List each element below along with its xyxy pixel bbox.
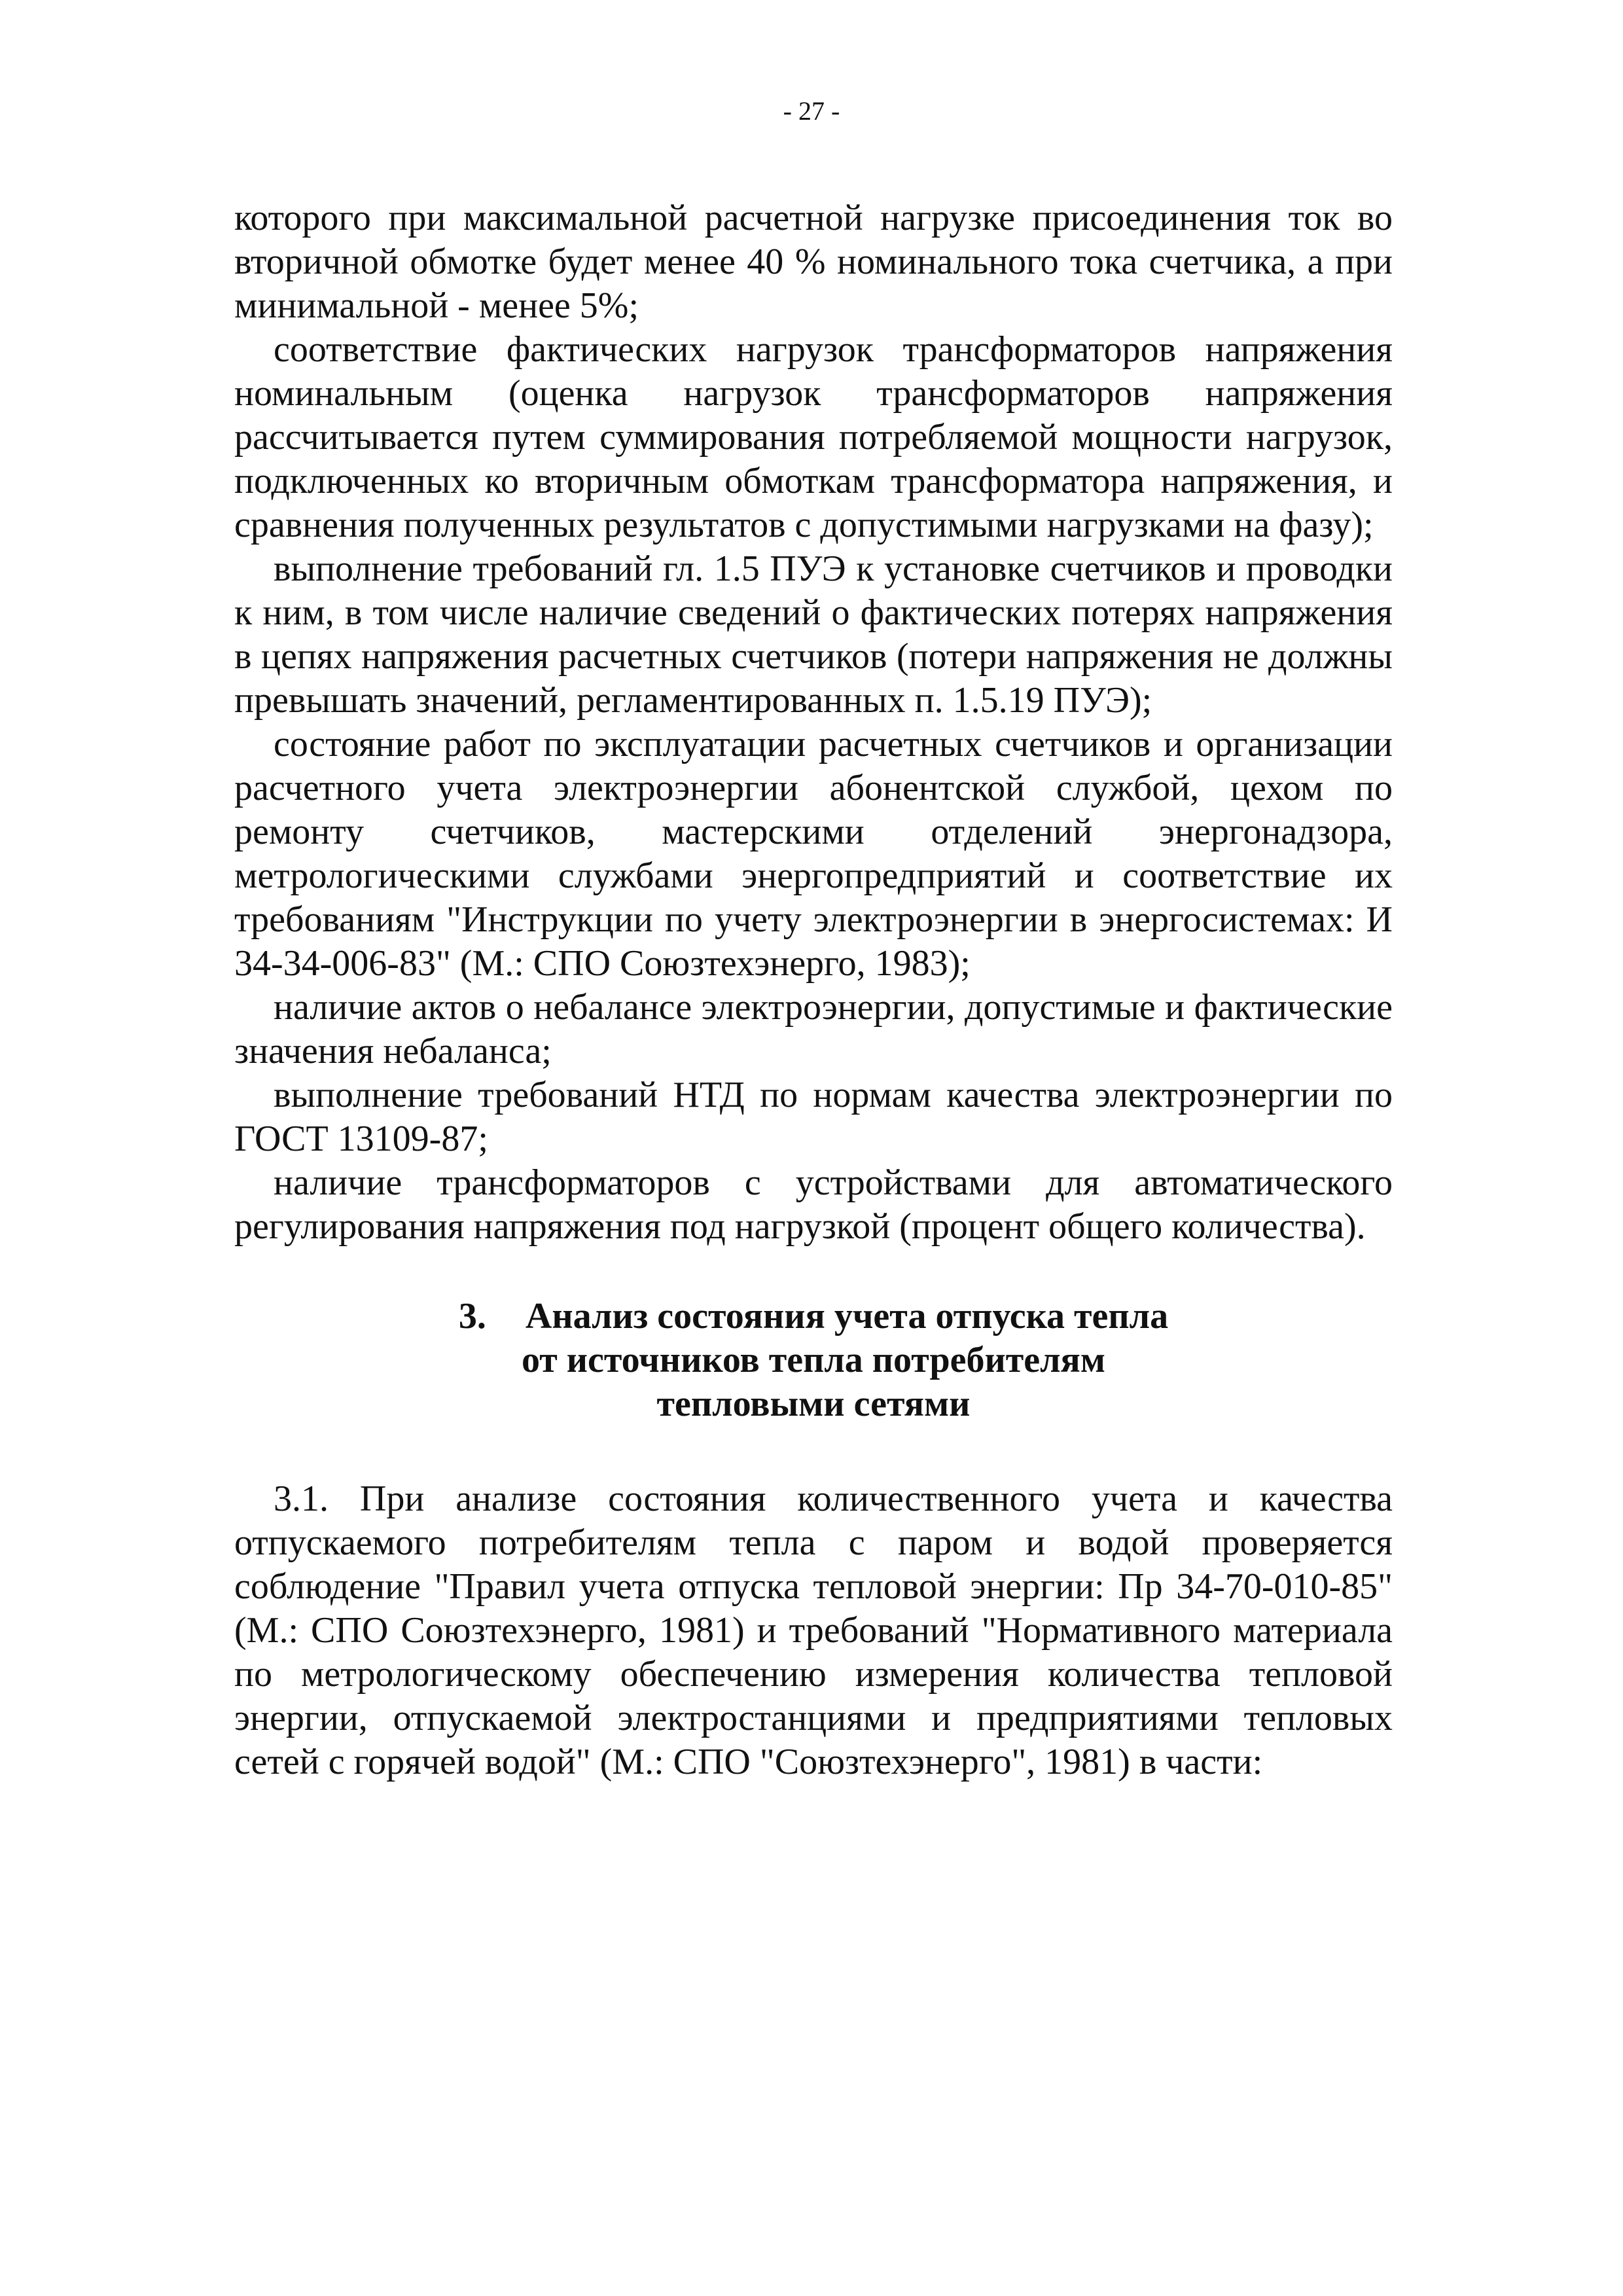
paragraph-continuation: которого при максимальной расчетной нагрузке присоединения ток во вторичной обмотке будет менее 40 % номинального тока счетчика, а при минимальной - менее 5%; — [234, 198, 1393, 326]
page-number: - 27 - — [783, 96, 840, 126]
section-number: 3. — [458, 1296, 486, 1336]
list-item-power-quality: выполнение требований НТД по нормам качества электроэнергии по ГОСТ 13109-87; — [234, 1075, 1393, 1159]
section-title-line-3: тепловыми сетями — [656, 1384, 971, 1424]
list-item-voltage-regulation: наличие трансформаторов с устройствами для автоматического регулирования напряжения под нагрузкой (процент общего количества). — [234, 1162, 1393, 1247]
list-item-meter-operation: состояние работ по эксплуатации расчетных счетчиков и организации расчетного учета электроэнергии абонентской службой, цехом по ремонту счетчиков, мастерскими отделений энергонадзора, метрологическими службами энергопредприятий и соответствие их требованиям "Инструкции по учету электроэнергии в энергосистемах: И 34-34-006-83" (М.: СПО Союзтехэнерго, 1983); — [234, 724, 1393, 984]
section-title-line-1: Анализ состояния учета отпуска тепла — [525, 1296, 1169, 1336]
list-item-voltage-transformer-load: соответствие фактических нагрузок трансформаторов напряжения номинальным (оценка нагрузок трансформаторов напряжения рассчитывается путем суммирования потребляемой мощности нагрузок, подключенных ко вторичным обмоткам трансформатора напряжения, и сравнения полученных результатов с допустимыми нагрузками на фазу); — [234, 329, 1393, 545]
document-body — [234, 196, 1393, 1784]
list-item-pue-requirements: выполнение требований гл. 1.5 ПУЭ к установке счетчиков и проводки к ним, в том числе наличие сведений о фактических потерях напряжения в цепях напряжения расчетных счетчиков (потери напряжения не должны превышать значений, регламентированных п. 1.5.19 ПУЭ); — [234, 548, 1393, 721]
list-item-imbalance-acts: наличие актов о небалансе электроэнергии, допустимые и фактические значения небаланса; — [234, 987, 1393, 1071]
paragraph-3-1: 3.1. При анализе состояния количественного учета и качества отпускаемого потребителям тепла с паром и водой проверяется соблюдение "Правил учета отпуска тепловой энергии: Пр 34-70-010-85" (М.: СПО Союзтехэнерго, 1981) и требований "Нормативного материала по метрологическому обеспечению измерения количества тепловой энергии, отпускаемой электростанциями и предприятиями тепловых сетей с горячей водой" (М.: СПО "Союзтехэнерго", 1981) в части: — [234, 1479, 1393, 1782]
section-heading — [234, 1295, 1393, 1426]
section-heading-line-1 — [234, 1295, 1393, 1338]
section-title-line-2: от источников тепла потребителям — [522, 1340, 1105, 1380]
